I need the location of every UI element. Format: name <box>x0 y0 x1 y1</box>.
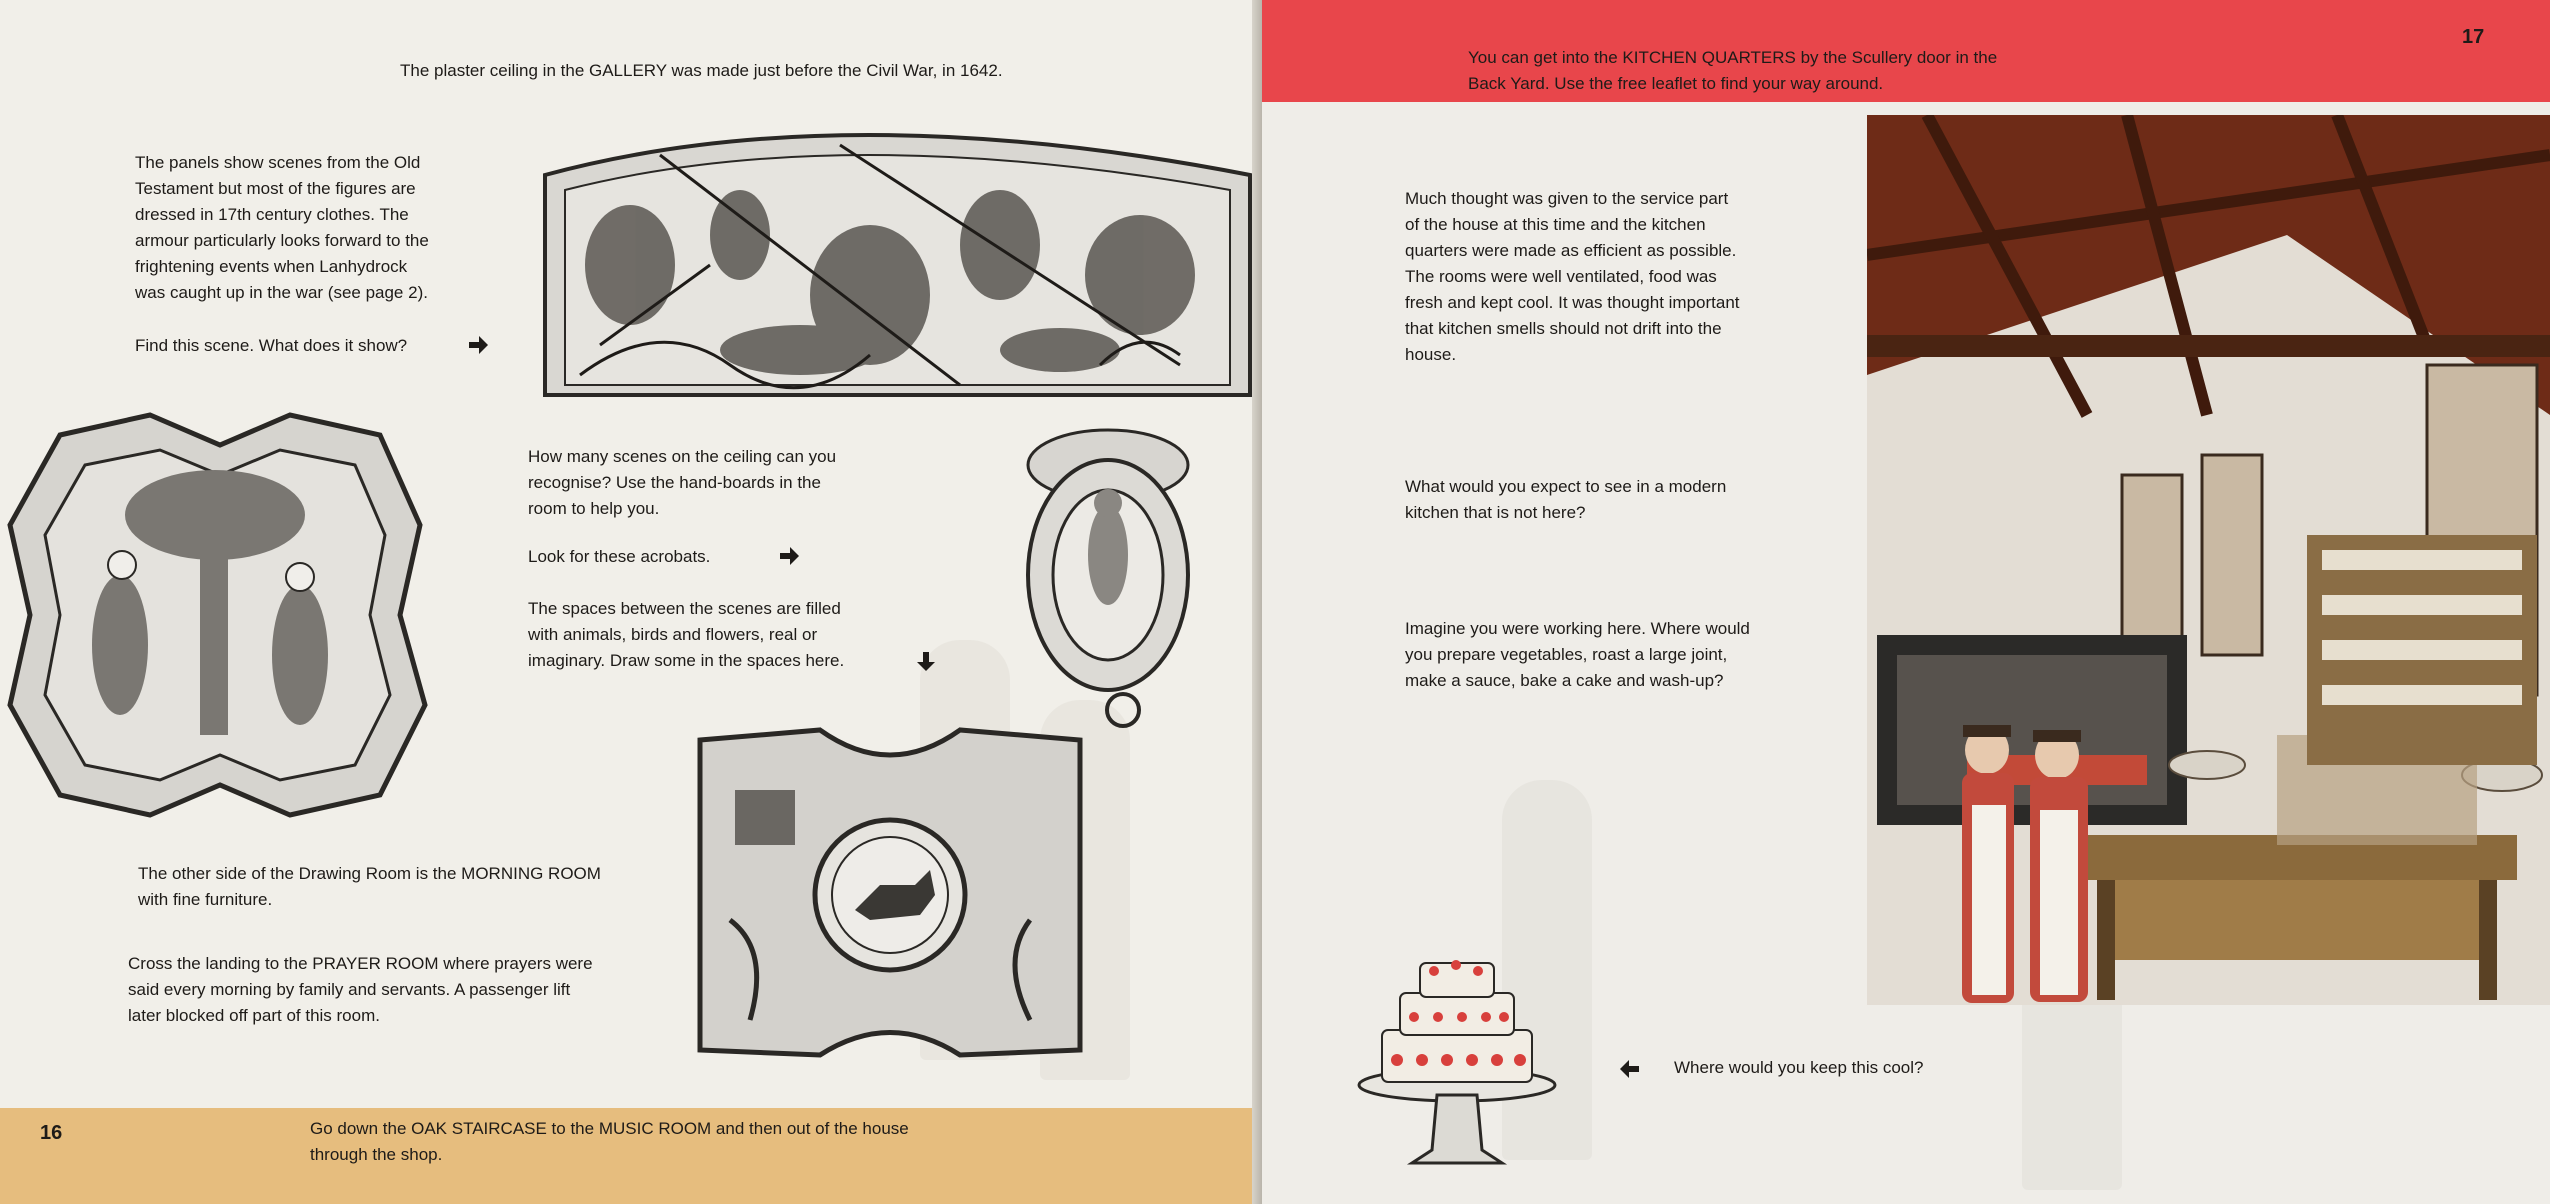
prayer-room-line-3: later blocked off part of this room. <box>128 1006 380 1025</box>
imagine-line-2: you prepare vegetables, roast a large joint, <box>1405 645 1728 664</box>
spaces-line-3: imaginary. Draw some in the spaces here. <box>528 651 845 670</box>
left-page <box>0 0 1262 1204</box>
imagine-line-3: make a sauce, bake a cake and wash-up? <box>1405 671 1724 690</box>
imagine-line-1: Imagine you were working here. Where would <box>1405 619 1750 638</box>
service-line-5: fresh and kept cool. It was thought important <box>1405 293 1740 312</box>
arrow-down-icon <box>915 650 937 672</box>
spaces-line-1: The spaces between the scenes are filled <box>528 599 841 618</box>
panels-line-1: The panels show scenes from the Old <box>135 153 421 172</box>
panels-line-3: dressed in 17th century clothes. The <box>135 205 409 224</box>
find-scene-text: Find this scene. What does it show? <box>135 336 408 355</box>
battle-scene-illustration <box>540 115 1255 400</box>
page-number-left: 16 <box>40 1122 63 1144</box>
how-many-line-1: How many scenes on the ceiling can you <box>528 447 837 466</box>
stag-plasterwork-illustration <box>690 720 1090 1065</box>
how-many-line-2: recognise? Use the hand-boards in the <box>528 473 821 492</box>
panels-line-6: was caught up in the war (see page 2). <box>135 283 428 302</box>
header-line-2: Back Yard. Use the free leaflet to find your way around. <box>1468 74 1884 93</box>
modern-line-2: kitchen that is not here? <box>1405 503 1586 522</box>
footer-line-1: Go down the OAK STAIRCASE to the MUSIC ROOM and then out of the house <box>310 1119 909 1138</box>
panels-line-2: Testament but most of the figures are <box>135 179 416 198</box>
footer-line-2: through the shop. <box>310 1145 443 1164</box>
service-line-1: Much thought was given to the service part <box>1405 189 1729 208</box>
gallery-intro: The plaster ceiling in the GALLERY was made just before the Civil War, in 1642. <box>400 61 1003 80</box>
right-page <box>1262 0 2550 1204</box>
spaces-line-2: with animals, birds and flowers, real or <box>528 625 818 644</box>
how-many-line-3: room to help you. <box>528 499 660 518</box>
arrow-right-icon <box>467 334 489 356</box>
acrobat-medallion-illustration <box>1008 425 1198 735</box>
morning-room-line-1: The other side of the Drawing Room is the MORNING ROOM <box>138 864 601 883</box>
service-line-4: The rooms were well ventilated, food was <box>1405 267 1717 286</box>
kitchen-illustration <box>1867 115 2550 1005</box>
acrobats-text: Look for these acrobats. <box>528 547 711 566</box>
keep-cool-text: Where would you keep this cool? <box>1674 1058 1924 1077</box>
header-line-1: You can get into the KITCHEN QUARTERS by the Scullery door in the <box>1468 48 1998 67</box>
service-line-6: that kitchen smells should not drift into the <box>1405 319 1722 338</box>
arrow-left-icon <box>1619 1058 1641 1080</box>
panels-line-5: frightening events when Lanhydrock <box>135 257 408 276</box>
prayer-room-line-2: said every morning by family and servants. A passenger lift <box>128 980 571 999</box>
prayer-room-line-1: Cross the landing to the PRAYER ROOM where prayers were <box>128 954 593 973</box>
panels-line-4: armour particularly looks forward to the <box>135 231 429 250</box>
service-line-7: house. <box>1405 345 1457 364</box>
cake-illustration <box>1352 935 1562 1185</box>
arrow-right-icon <box>778 545 800 567</box>
service-line-2: of the house at this time and the kitchen <box>1405 215 1706 234</box>
modern-line-1: What would you expect to see in a modern <box>1405 477 1727 496</box>
adam-eve-panel-illustration <box>0 405 435 825</box>
morning-room-line-2: with fine furniture. <box>138 890 273 909</box>
page-number-right: 17 <box>2462 26 2485 48</box>
service-line-3: quarters were made as efficient as possible. <box>1405 241 1737 260</box>
